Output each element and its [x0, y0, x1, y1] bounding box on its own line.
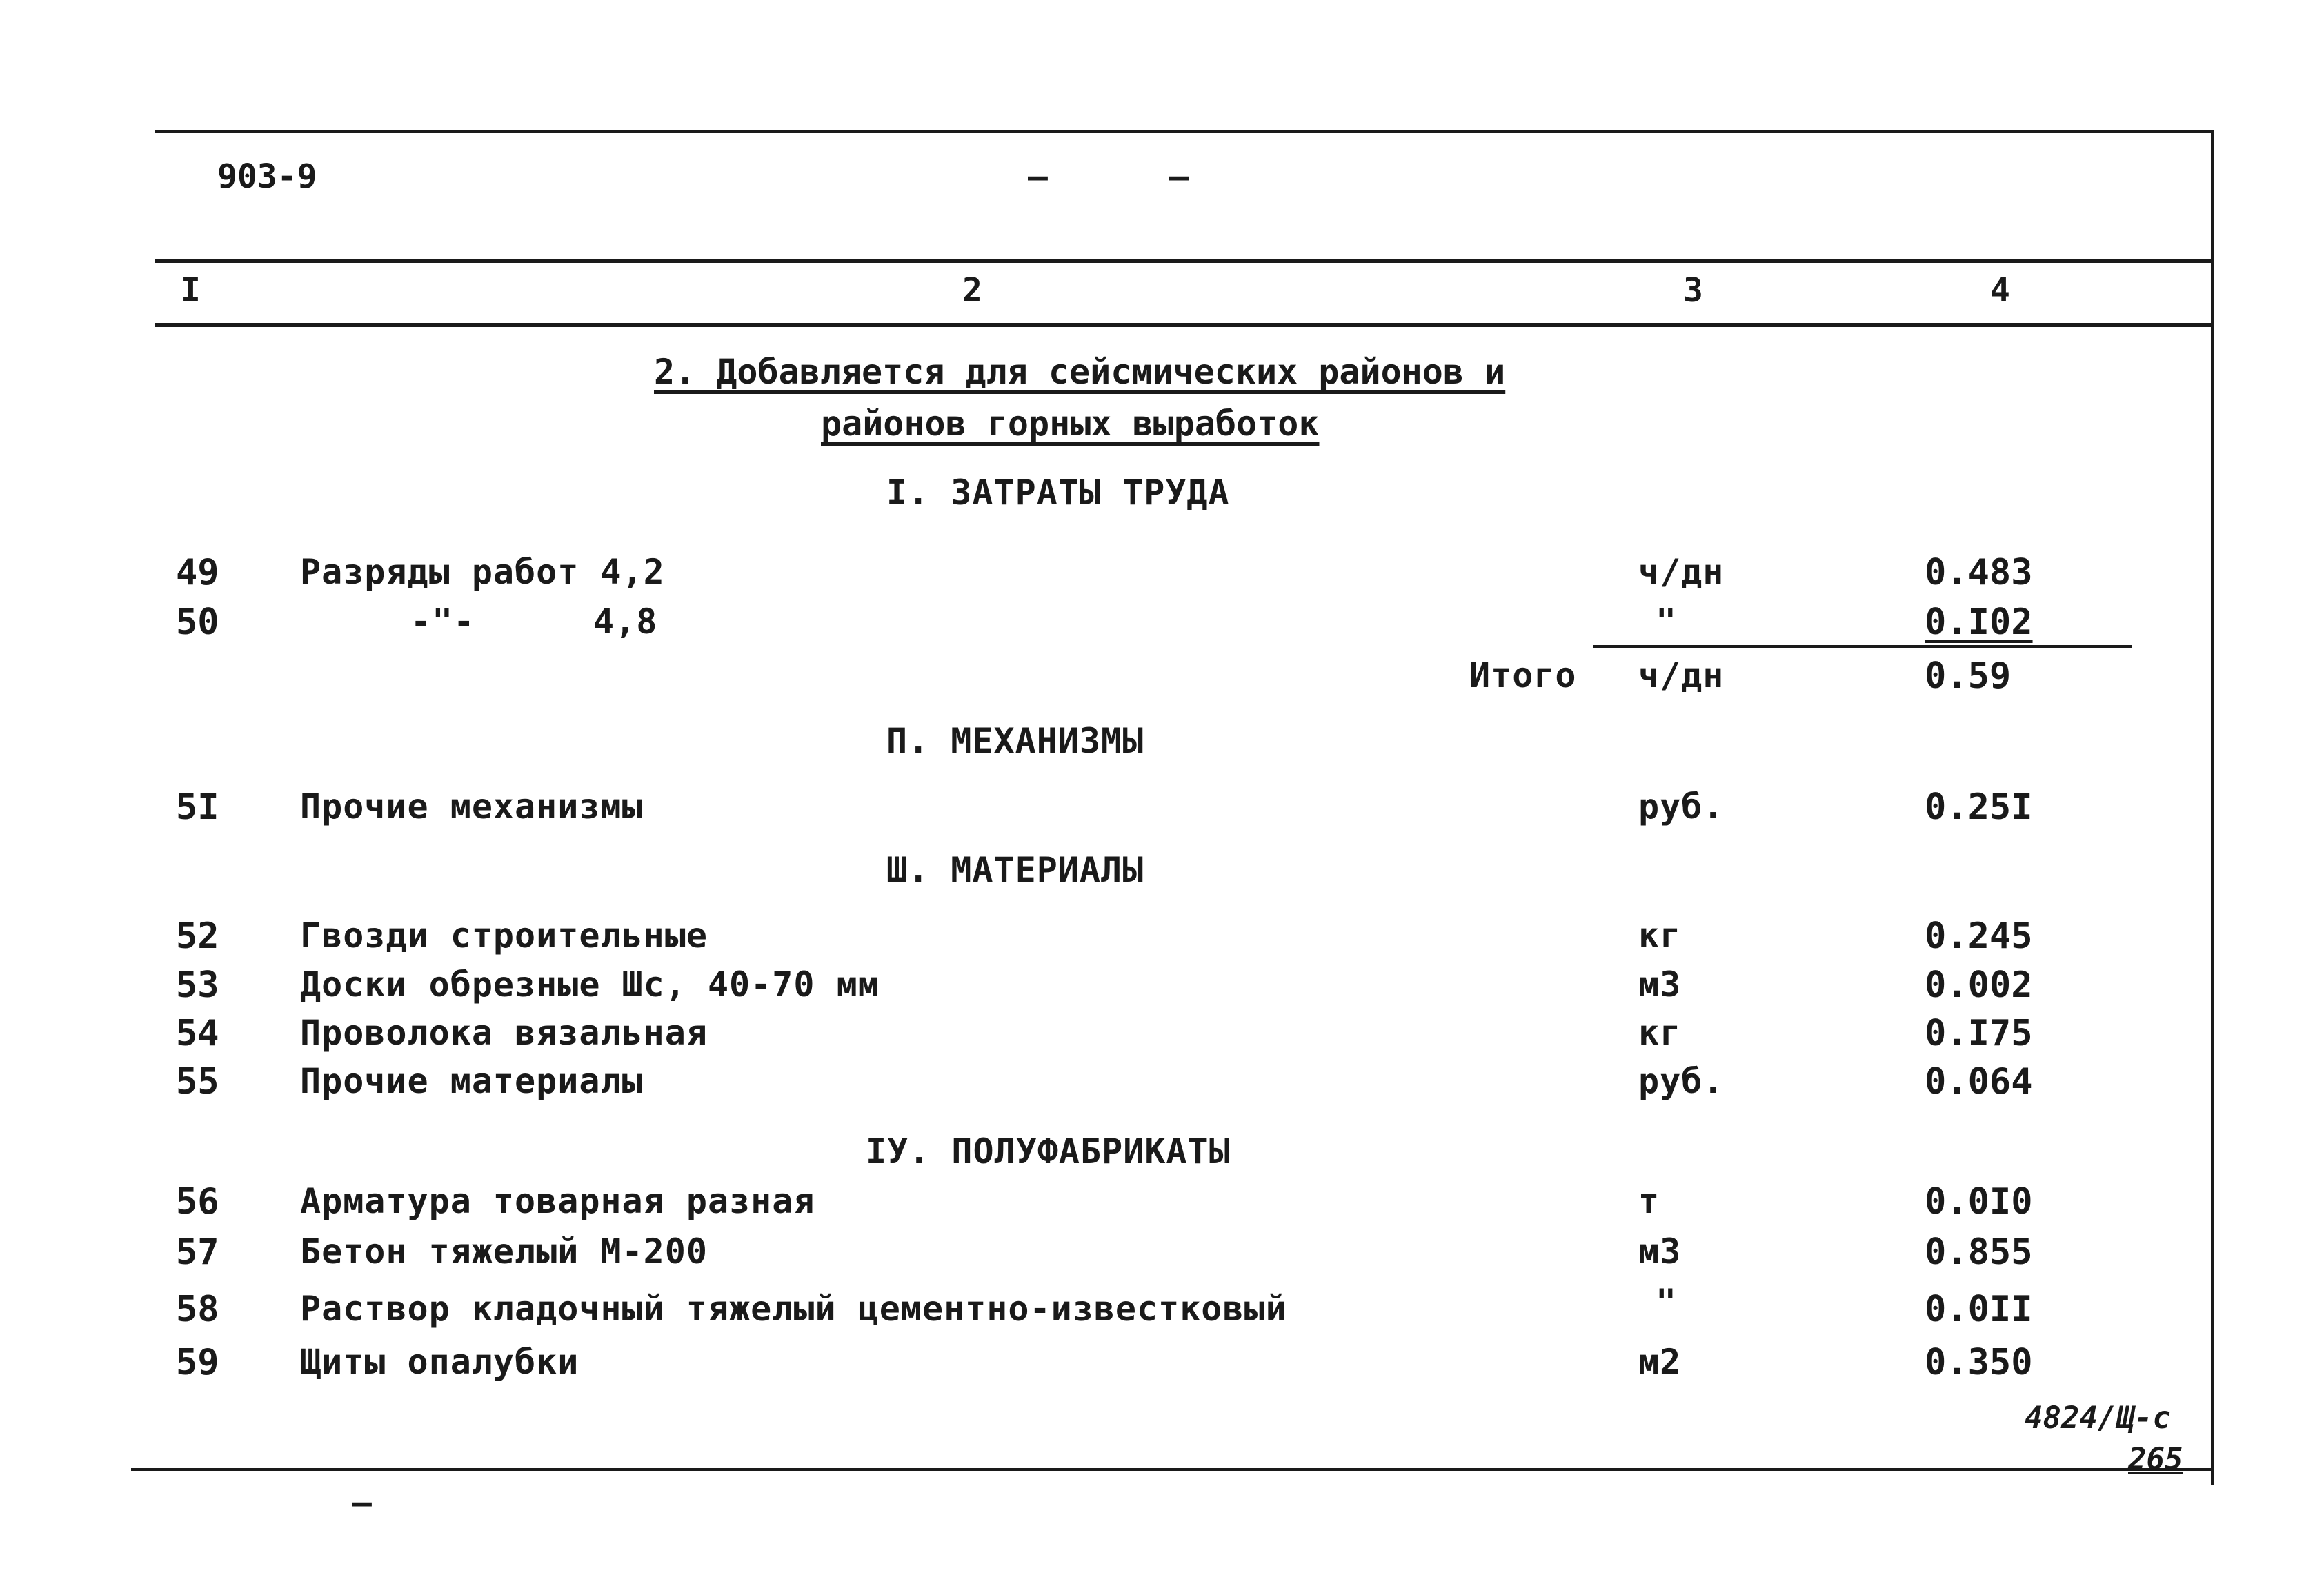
total-label: Итого [1469, 655, 1577, 695]
row-unit: " [1656, 1282, 1678, 1322]
section-title-line-1: 2. Добавляется для сейсмических районов и [654, 352, 1506, 392]
row-unit: м3 [1638, 1231, 1682, 1272]
row-number: 56 [176, 1181, 219, 1223]
row-name: Гвозди строительные [300, 916, 708, 956]
column-header-4: 4 [1990, 271, 2010, 310]
top-border [155, 130, 2214, 133]
row-unit: ч/дн [1638, 552, 1725, 592]
row-value: 0.I75 [1925, 1013, 2033, 1054]
row-number: 5I [176, 786, 219, 828]
row-unit: " [1656, 602, 1678, 642]
row-name: Проволока вязальная [300, 1013, 708, 1053]
row-value: 0.245 [1925, 916, 2033, 957]
column-header-top-line [155, 259, 2214, 263]
total-unit: ч/дн [1638, 655, 1725, 695]
subtotal-line [1593, 645, 2132, 648]
header-dash: – [1028, 157, 1048, 196]
row-unit: руб. [1638, 1061, 1725, 1101]
document-reference: 4824/Щ-с [2025, 1401, 2171, 1436]
row-value: 0.064 [1925, 1061, 2033, 1102]
row-number: 55 [176, 1061, 219, 1102]
row-value: 0.350 [1925, 1342, 2033, 1383]
group-heading: П. МЕХАНИЗМЫ [886, 721, 1144, 761]
row-value: 0.483 [1925, 552, 2033, 593]
row-value: 0.855 [1925, 1231, 2033, 1273]
row-number: 57 [176, 1231, 219, 1273]
total-value: 0.59 [1925, 655, 2012, 697]
row-name: Прочие механизмы [300, 786, 644, 827]
row-number: 50 [176, 602, 219, 643]
group-heading: IУ. ПОЛУФАБРИКАТЫ [866, 1131, 1231, 1171]
row-number: 52 [176, 916, 219, 957]
row-unit: м2 [1638, 1342, 1682, 1382]
column-header-bottom-line [155, 323, 2214, 327]
row-name: Раствор кладочный тяжелый цементно-известковый [300, 1289, 1287, 1329]
row-unit: м3 [1638, 964, 1682, 1005]
row-number: 58 [176, 1289, 219, 1330]
row-unit: т [1638, 1181, 1660, 1221]
row-name: Разряды работ 4,2 [300, 552, 665, 592]
row-name-extra: 4,8 [593, 602, 658, 642]
row-name: -"- [410, 602, 475, 642]
row-number: 59 [176, 1342, 219, 1383]
row-value: 0.25I [1925, 786, 2033, 828]
row-value: 0.002 [1925, 964, 2033, 1006]
column-header-2: 2 [962, 271, 982, 310]
row-number: 49 [176, 552, 219, 593]
row-unit: кг [1638, 916, 1682, 956]
row-name: Доски обрезные Шс, 40-70 мм [300, 964, 880, 1005]
page-number: 265 [2128, 1442, 2183, 1477]
document-code: 903-9 [217, 157, 317, 196]
row-unit: кг [1638, 1013, 1682, 1053]
row-number: 54 [176, 1013, 219, 1054]
group-heading: I. ЗАТРАТЫ ТРУДА [886, 473, 1230, 513]
row-unit: руб. [1638, 786, 1725, 827]
row-name: Бетон тяжелый М-200 [300, 1231, 708, 1272]
bottom-border [131, 1468, 2214, 1471]
row-name: Прочие материалы [300, 1061, 644, 1101]
column-header-1: I [181, 271, 201, 310]
section-title-line-2: районов горных выработок [821, 404, 1320, 444]
column-header-3: 3 [1683, 271, 1703, 310]
row-name: Арматура товарная разная [300, 1181, 815, 1221]
row-name: Щиты опалубки [300, 1342, 579, 1382]
right-border [2211, 130, 2214, 1485]
row-value: 0.I02 [1925, 602, 2033, 643]
group-heading: Ш. МАТЕРИАЛЫ [886, 850, 1144, 890]
row-value: 0.0II [1925, 1289, 2033, 1330]
row-number: 53 [176, 964, 219, 1006]
bottom-mark: – [352, 1483, 372, 1522]
header-dash: – [1169, 157, 1189, 196]
row-value: 0.0I0 [1925, 1181, 2033, 1223]
